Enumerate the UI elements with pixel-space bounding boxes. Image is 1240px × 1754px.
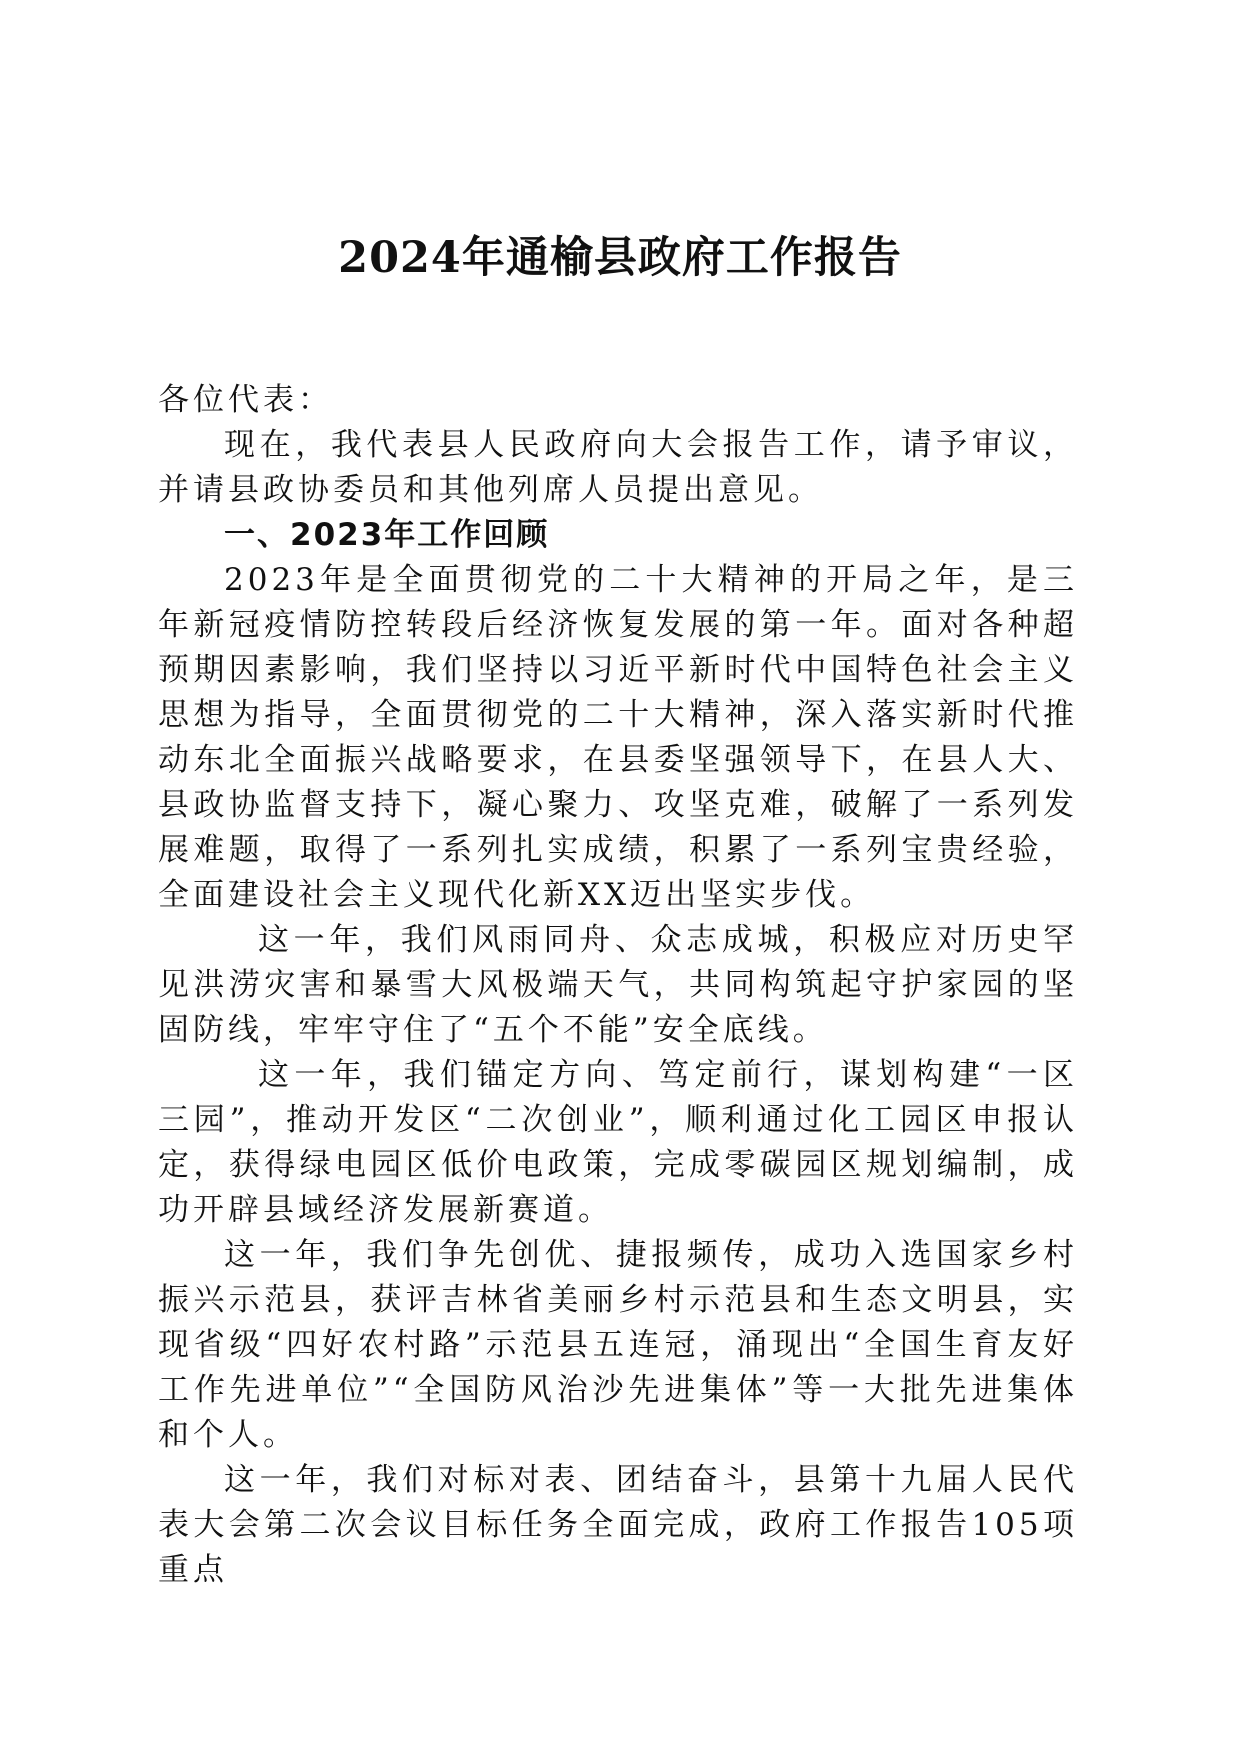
paragraph-targets: 这一年，我们对标对表、团结奋斗，县第十九届人民代表大会第二次会议目标任务全面完成，政府工作报告105项重点 [158, 1462, 1078, 1588]
paragraph-development-zone: 这一年，我们锚定方向、笃定前行，谋划构建“一区三园”，推动开发区“二次创业”，顺利通过化工园区申报认定，获得绿电园区低价电政策，完成零碳园区规划编制，成功开辟县域经济发展新赛道。 [158, 1057, 1078, 1228]
document-title: 2024年通榆县政府工作报告 [338, 233, 902, 283]
paragraph-disaster-response: 这一年，我们风雨同舟、众志成城，积极应对历史罕见洪涝灾害和暴雪大风极端天气，共同构筑起守护家园的坚固防线，牢牢守住了“五个不能”安全底线。 [158, 922, 1078, 1048]
document-body [158, 378, 1078, 1593]
paragraph-overview: 2023年是全面贯彻党的二十大精神的开局之年，是三年新冠疫情防控转段后经济恢复发展的第一年。面对各种超预期因素影响，我们坚持以习近平新时代中国特色社会主义思想为指导，全面贯彻党的二十大精神，深入落实新时代推动东北全面振兴战略要求，在县委坚强领导下，在县人大、县政协监督支持下，凝心聚力、攻坚克难，破解了一系列发展难题，取得了一系列扎实成绩，积累了一系列宝贵经验，全面建设社会主义现代化新XX迈出坚实步伐。 [158, 562, 1078, 913]
section-heading: 一、2023年工作回顾 [224, 517, 550, 553]
salutation: 各位代表： [158, 382, 333, 418]
paragraph-opening: 现在，我代表县人民政府向大会报告工作，请予审议，并请县政协委员和其他列席人员提出意见。 [158, 427, 1078, 508]
paragraph-honors: 这一年，我们争先创优、捷报频传，成功入选国家乡村振兴示范县，获评吉林省美丽乡村示范县和生态文明县，实现省级“四好农村路”示范县五连冠，涌现出“全国生育友好工作先进单位”“全国防风治沙先进集体”等一大批先进集体和个人。 [158, 1237, 1078, 1453]
